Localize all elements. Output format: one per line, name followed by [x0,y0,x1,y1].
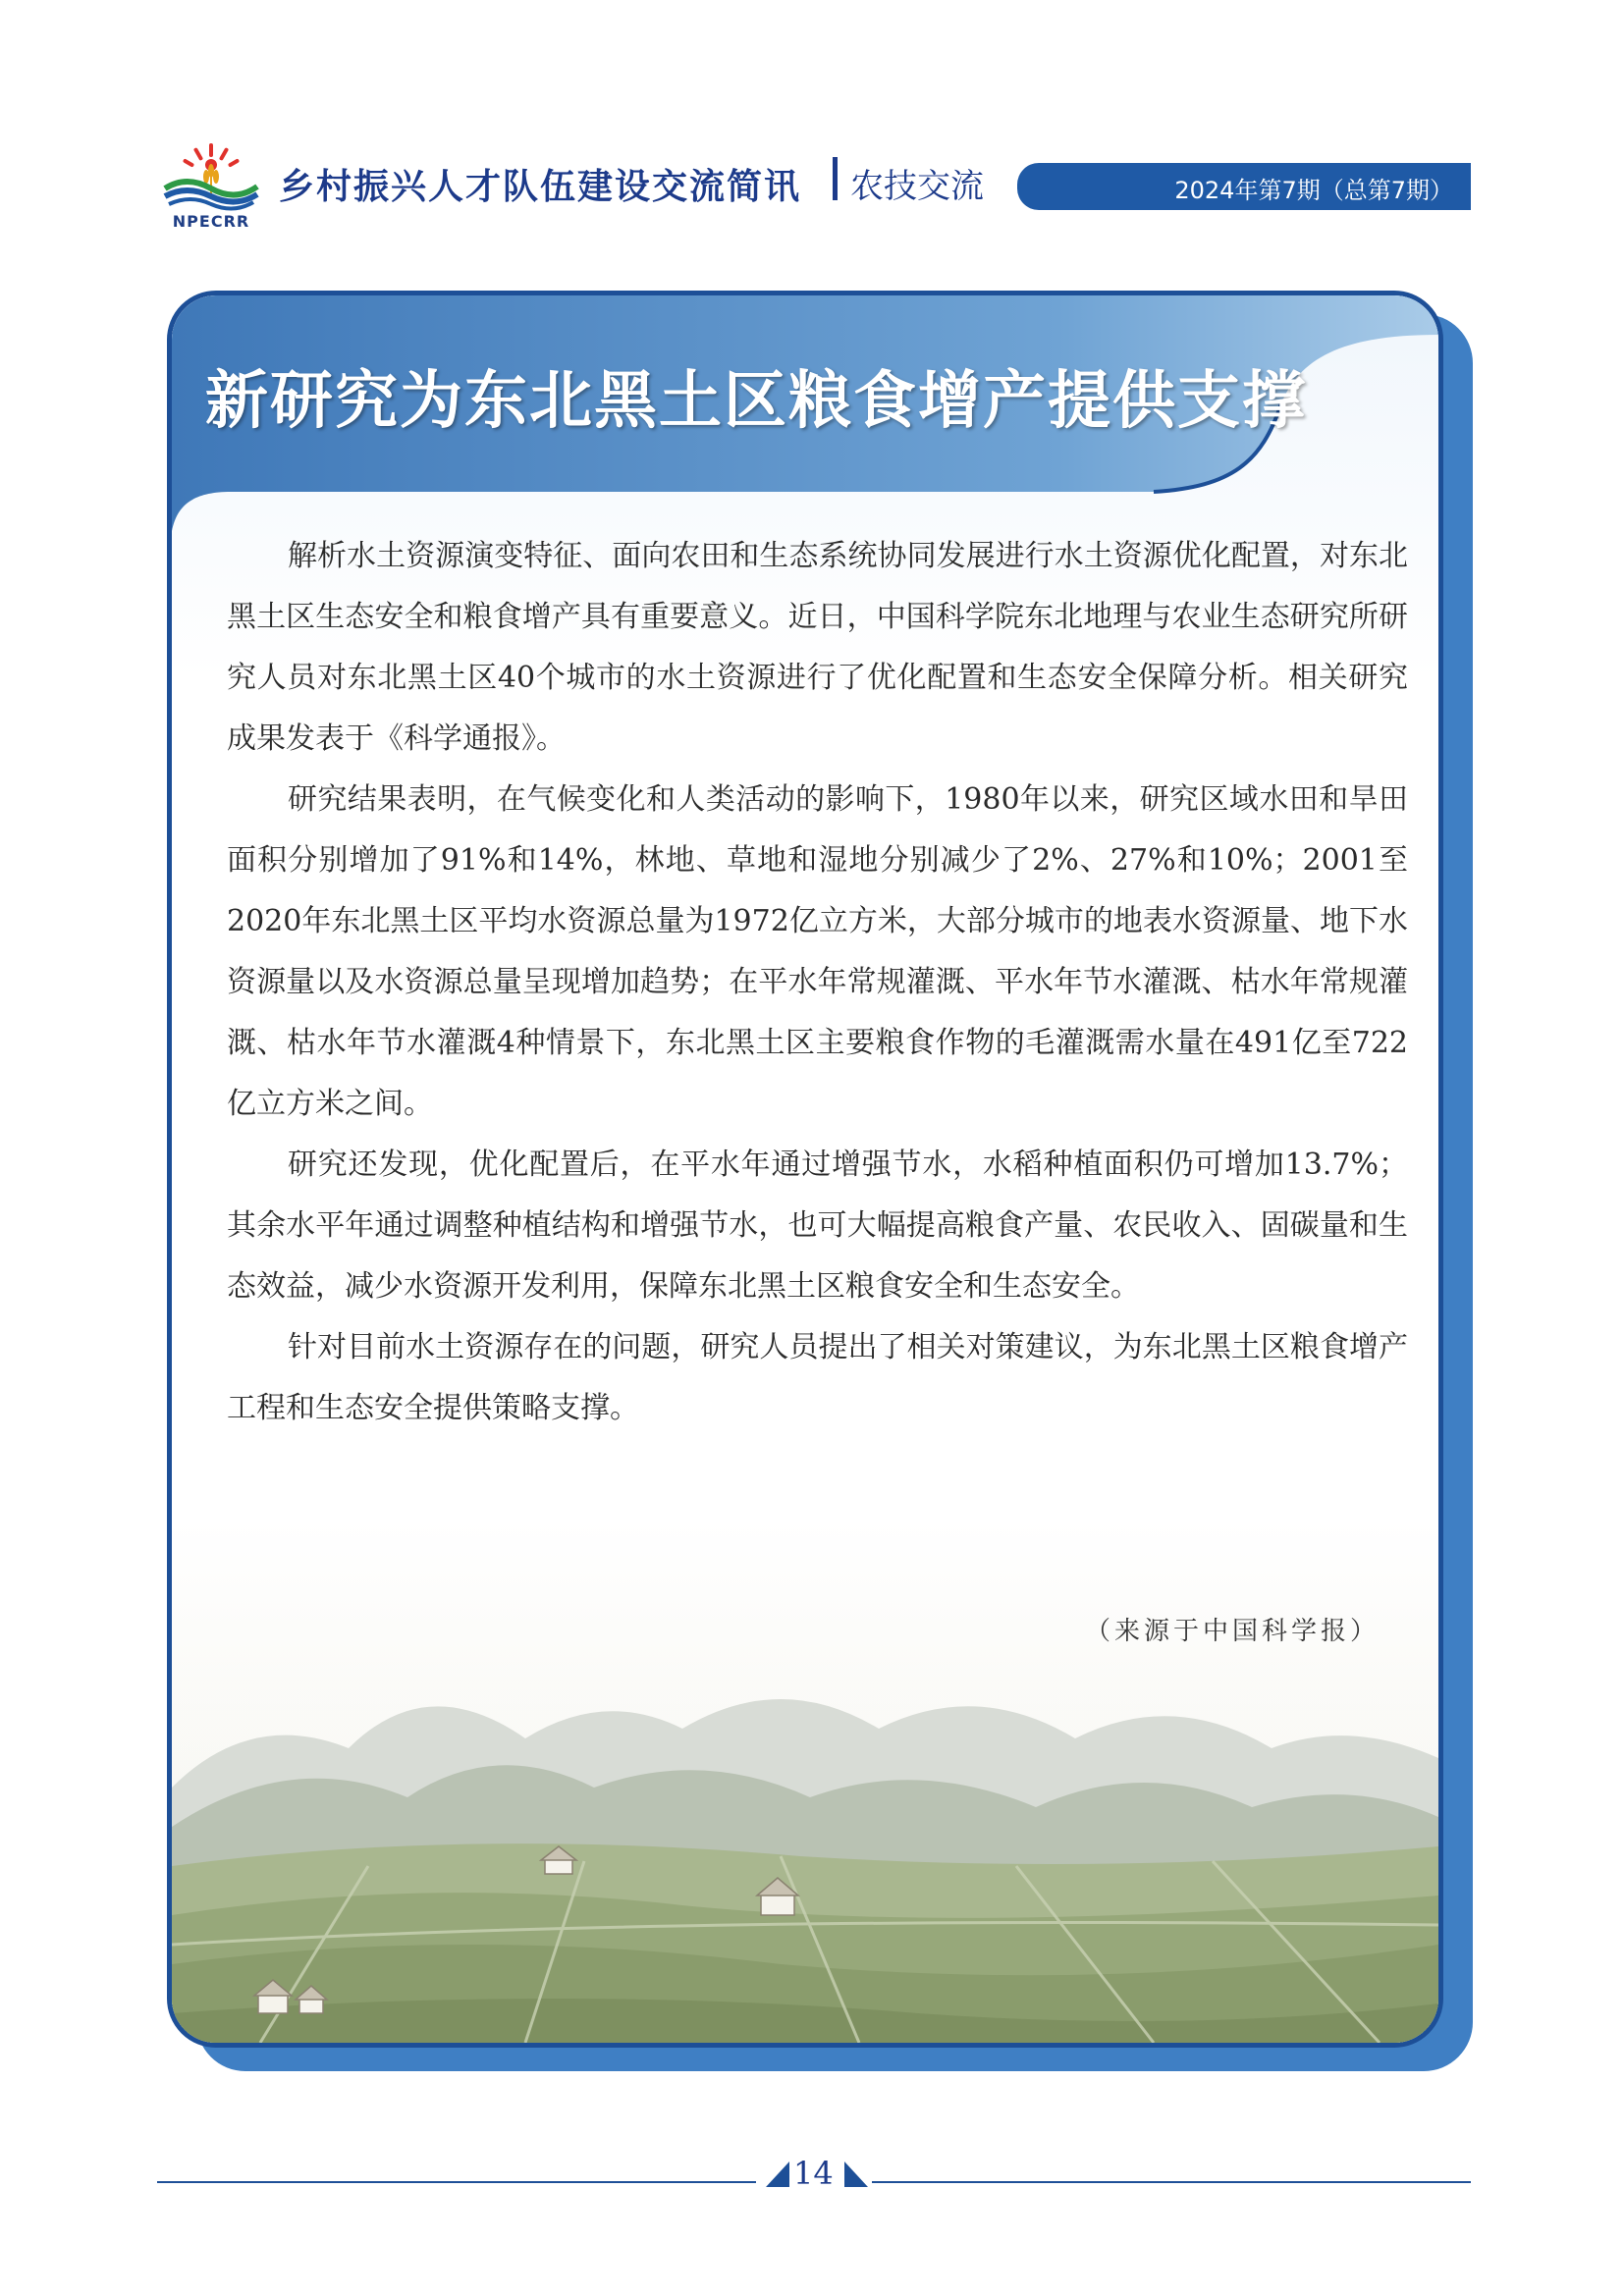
footer-rule-left [157,2181,756,2183]
footer-triangle-left-icon [766,2162,789,2187]
paragraph: 研究结果表明，在气候变化和人类活动的影响下，1980年以来，研究区域水田和旱田面积分别增加了91%和14%，林地、草地和湿地分别减少了2%、27%和10%；2001至2020年东北黑土区平均水资源总量为1972亿立方米，大部分城市的地表水资源量、地下水资源量以及水资源总量呈现增加趋势；在平水年常规灌溉、平水年节水灌溉、枯水年常规灌溉、枯水年节水灌溉4种情景下，东北黑土区主要粮食作物的毛灌溉需水量在491亿至722亿立方米之间。 [227,782,1408,1121]
section-name: 农技交流 [850,167,984,206]
paragraph: 研究还发现，优化配置后，在平水年通过增强节水，水稻种植面积仍可增加13.7%；其余水平年通过调整种植结构和增强节水，也可大幅提高粮食产量、农民收入、固碳量和生态效益，减少水资源开发利用，保障东北黑土区粮食安全和生态安全。 [227,1148,1408,1304]
article-body [227,526,1408,1439]
article-title: 新研究为东北黑土区粮食增产提供支撑 [205,364,1307,438]
publication-title: 乡村振兴人才队伍建设交流简讯 [279,167,802,207]
issue-banner [1017,163,1471,210]
footer-triangle-right-icon [844,2162,868,2187]
title-band [172,295,1438,531]
paragraph: 解析水土资源演变特征、面向农田和生态系统协同发展进行水土资源优化配置，对东北黑土区生态安全和粮食增产具有重要意义。近日，中国科学院东北地理与农业生态研究所研究人员对东北黑土区40个城市的水土资源进行了优化配置和生态安全保障分析。相关研究成果发表于《科学通报》。 [227,539,1408,756]
paragraph: 针对目前水土资源存在的问题，研究人员提出了相关对策建议，为东北黑土区粮食增产工程和生态安全提供策略支撑。 [227,1330,1408,1425]
page-header [157,137,1473,231]
logo-text: NPECRR [172,212,250,231]
article-card [167,291,1443,2048]
page-number: 14 [793,2155,834,2192]
issue-number: 2024年第7期（总第7期） [1174,177,1453,204]
header-divider [833,157,838,200]
footer-rule-right [872,2181,1471,2183]
landscape-illustration [172,1630,1438,2043]
